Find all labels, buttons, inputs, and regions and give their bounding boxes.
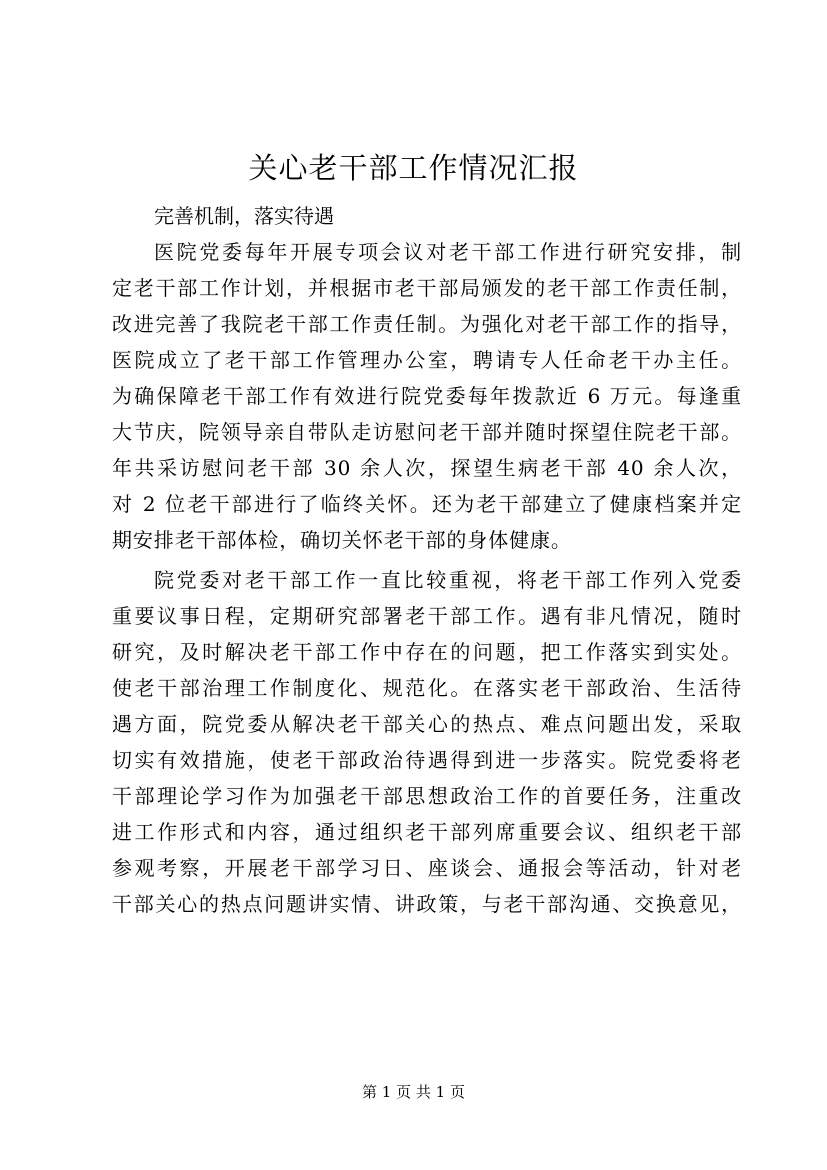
paragraph-line: 期安排老干部体检，确切关怀老干部的身体健康。 <box>112 528 572 552</box>
document-title: 关心老干部工作情况汇报 <box>248 151 579 185</box>
section-subheading: 完善机制，落实待遇 <box>154 204 334 228</box>
paragraph-line: 进工作形式和内容，通过组织老干部列席重要会议、组织老干部 <box>112 820 742 844</box>
paragraph-line: 干部关心的热点问题讲实情、讲政策，与老干部沟通、交换意见， <box>112 892 742 916</box>
paragraph-line: 为确保障老干部工作有效进行院党委每年拨款近 6 万元。每逢重 <box>112 384 742 408</box>
paragraph-line: 参观考察，开展老干部学习日、座谈会、通报会等活动，针对老 <box>112 856 742 880</box>
paragraph-line: 干部理论学习作为加强老干部思想政治工作的首要任务，注重改 <box>112 784 742 808</box>
paragraph-line: 院党委对老干部工作一直比较重视，将老干部工作列入党委 <box>154 568 742 592</box>
paragraph-line: 切实有效措施，使老干部政治待遇得到进一步落实。院党委将老 <box>112 748 742 772</box>
paragraph-line: 遇方面，院党委从解决老干部关心的热点、难点问题出发，采取 <box>112 712 742 736</box>
paragraph-line: 对 2 位老干部进行了临终关怀。还为老干部建立了健康档案并定 <box>112 492 742 516</box>
paragraph-line: 研究，及时解决老干部工作中存在的问题，把工作落实到实处。 <box>112 640 742 664</box>
paragraph-line: 医院成立了老干部工作管理办公室，聘请专人任命老干办主任。 <box>112 348 742 372</box>
paragraph-1 <box>112 234 742 558</box>
paragraph-line: 改进完善了我院老干部工作责任制。为强化对老干部工作的指导， <box>112 312 742 336</box>
paragraph-line: 使老干部治理工作制度化、规范化。在落实老干部政治、生活待 <box>112 676 742 700</box>
page-footer: 第 1 页 共 1 页 <box>362 1083 465 1101</box>
paragraph-line: 定老干部工作计划，并根据市老干部局颁发的老干部工作责任制， <box>112 276 742 300</box>
document-body <box>112 198 742 922</box>
paragraph-line: 大节庆，院领导亲自带队走访慰问老干部并随时探望住院老干部。 <box>112 420 742 444</box>
paragraph-line: 年共采访慰问老干部 30 余人次，探望生病老干部 40 余人次， <box>112 456 742 480</box>
paragraph-line: 医院党委每年开展专项会议对老干部工作进行研究安排，制 <box>154 240 742 264</box>
paragraph-line: 重要议事日程，定期研究部署老干部工作。遇有非凡情况，随时 <box>112 604 742 628</box>
paragraph-2 <box>112 562 742 922</box>
